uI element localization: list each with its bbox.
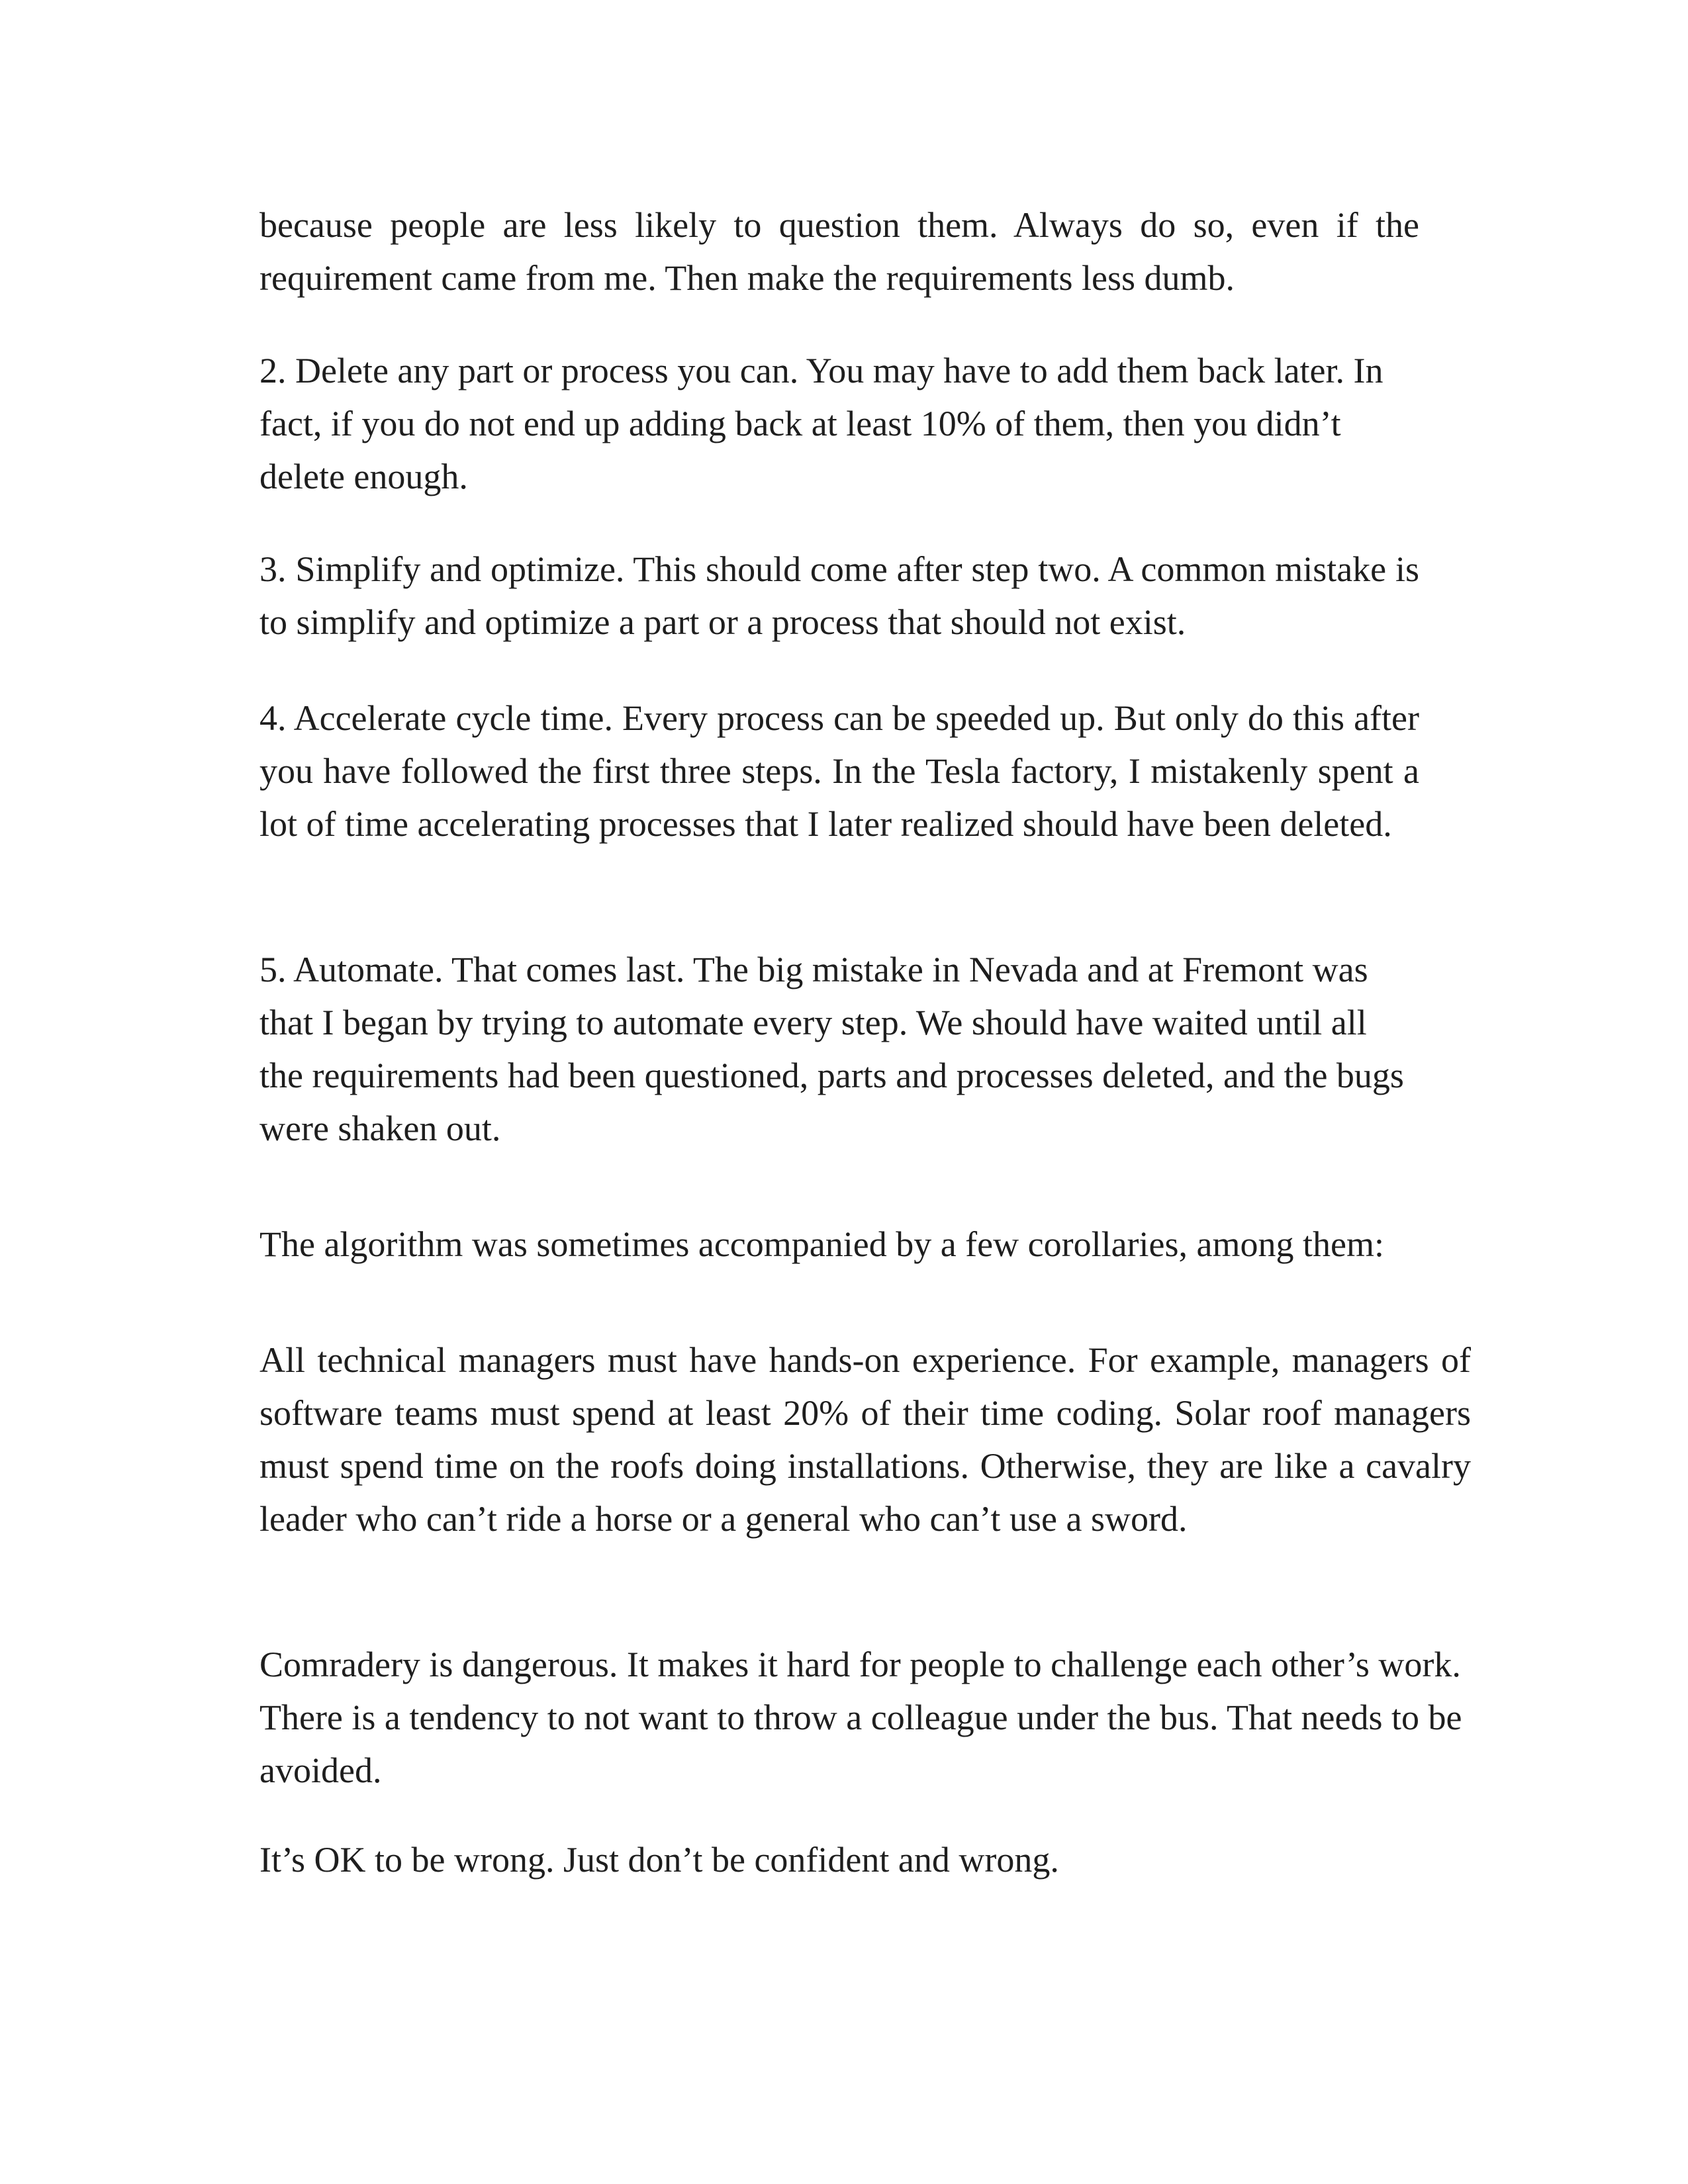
paragraph-corollary-comradery: Comradery is dangerous. It makes it hard for people to challenge each other’s work. There is a tendency to not want to throw a colleague under the bus. That needs to be avoided. bbox=[259, 1645, 1462, 1790]
paragraph-step-4-accelerate: 4. Accelerate cycle time. Every process can be speeded up. But only do this after you have followed the first three steps. In the Tesla factory, I mistakenly spent a lot of time accelerating processes that I later realized should have been deleted. bbox=[259, 698, 1419, 844]
paragraph-step-2-delete: 2. Delete any part or process you can. You may have to add them back later. In fact, if you do not end up adding back at least 10% of them, then you didn’t delete enough. bbox=[259, 351, 1383, 496]
paragraph-corollaries-intro: The algorithm was sometimes accompanied by a few corollaries, among them: bbox=[259, 1224, 1384, 1264]
paragraph-requirements-continued: because people are less likely to question them. Always do so, even if the requirement came from me. Then make the requirements less dumb. bbox=[259, 205, 1419, 298]
paragraph-step-5-automate: 5. Automate. That comes last. The big mistake in Nevada and at Fremont was that I began by trying to automate every step. We should have waited until all the requirements had been questioned, parts and processes deleted, and the bugs were shaken out. bbox=[259, 950, 1404, 1148]
paragraph-step-3-simplify: 3. Simplify and optimize. This should come after step two. A common mistake is to simplify and optimize a part or a process that should not exist. bbox=[259, 549, 1419, 642]
paragraph-corollary-hands-on: All technical managers must have hands-on experience. For example, managers of software teams must spend at least 20% of their time coding. Solar roof managers must spend time on the roofs doing installations. Otherwise, they are like a cavalry leader who can’t ride a horse or a general who can’t use a sword. bbox=[259, 1340, 1471, 1539]
paragraph-corollary-ok-wrong: It’s OK to be wrong. Just don’t be confident and wrong. bbox=[259, 1840, 1059, 1880]
